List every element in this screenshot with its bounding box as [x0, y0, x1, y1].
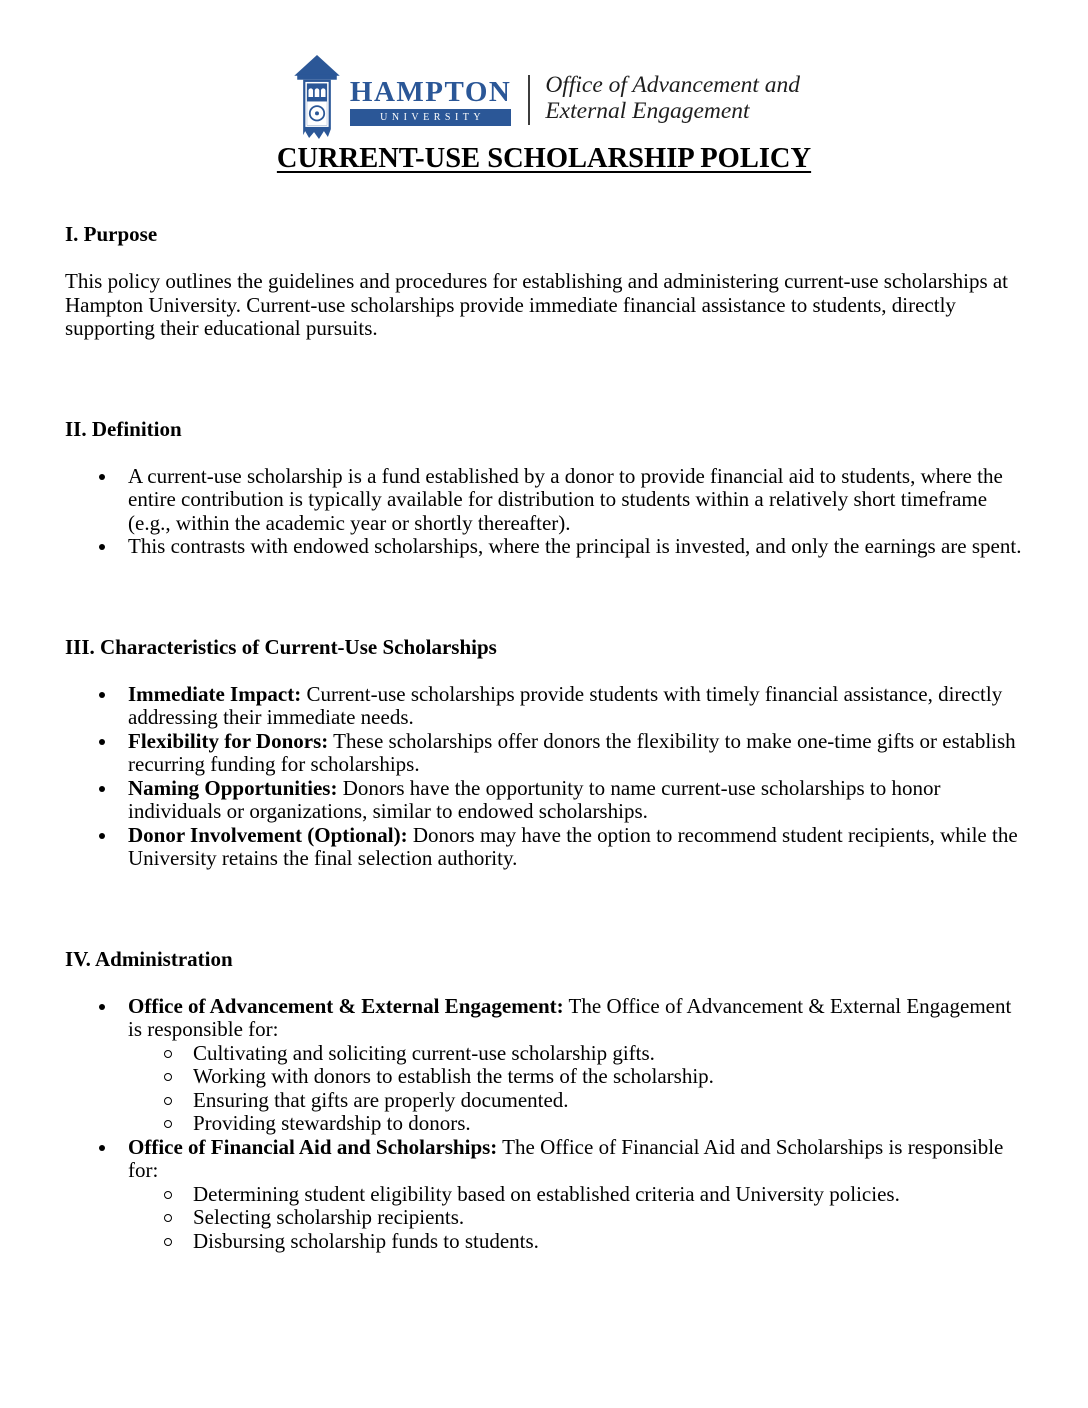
hampton-wordmark [350, 55, 511, 126]
circle-bullet-icon [164, 1214, 172, 1222]
list-item [65, 465, 1023, 536]
sub-list [128, 1042, 1023, 1136]
list-item-lead: Office of Advancement & External Engagement: [128, 993, 564, 1018]
clock-tower-icon [288, 55, 346, 142]
circle-bullet-icon [164, 1238, 172, 1246]
section-definition [65, 418, 1023, 559]
bullet-icon [99, 833, 105, 839]
bullet-icon [99, 739, 105, 745]
logo-divider [528, 75, 530, 125]
sub-list-item-text: Providing stewardship to donors. [193, 1111, 471, 1135]
list-item-lead: Flexibility for Donors: [128, 728, 329, 753]
header-logo [65, 55, 1023, 142]
sub-list-item-text: Working with donors to establish the terms of the scholarship. [193, 1064, 714, 1088]
sub-list-item [128, 1183, 1023, 1207]
circle-bullet-icon [164, 1073, 172, 1081]
section-characteristics [65, 636, 1023, 871]
university-banner: UNIVERSITY [350, 109, 511, 126]
list-item [65, 730, 1023, 777]
bullet-icon [99, 474, 105, 480]
office-name-line1: Office of Advancement and [545, 72, 801, 98]
characteristics-heading: III. Characteristics of Current-Use Scholarships [65, 634, 497, 659]
sub-list-item [128, 1206, 1023, 1230]
office-name-line2: External Engagement [545, 97, 750, 124]
bullet-icon [99, 692, 105, 698]
list-item [65, 824, 1023, 871]
sub-list-item [128, 1042, 1023, 1066]
sub-list-item-text: Determining student eligibility based on established criteria and University policies. [193, 1181, 900, 1206]
list-item [65, 1136, 1023, 1254]
list-item-text: These scholarships offer donors the flexibility to make one-time gifts or establish recurring funding for scholarships. [128, 728, 1016, 776]
definition-list [65, 465, 1023, 559]
definition-heading: II. Definition [65, 416, 182, 441]
circle-bullet-icon [164, 1191, 172, 1199]
circle-bullet-icon [164, 1120, 172, 1128]
section-purpose [65, 223, 1023, 341]
list-item-text: This contrasts with endowed scholarships, where the principal is invested, and only the earnings are spent. [128, 534, 1022, 558]
brand-name: HAMPTON [349, 76, 512, 108]
list-item-lead: Office of Financial Aid and Scholarships: [128, 1134, 498, 1159]
list-item-text: The Office of Advancement & External Engagement is responsible for: [128, 993, 1012, 1041]
bullet-icon [99, 1004, 105, 1010]
list-item [65, 995, 1023, 1136]
office-name [545, 55, 800, 124]
sub-list [128, 1183, 1023, 1254]
list-item [65, 777, 1023, 824]
sub-list-item-text: Cultivating and soliciting current-use scholarship gifts. [193, 1040, 655, 1065]
sub-list-item-text: Ensuring that gifts are properly documented. [193, 1087, 569, 1112]
list-item [65, 535, 1023, 559]
sub-list-item [128, 1230, 1023, 1254]
circle-bullet-icon [164, 1050, 172, 1058]
sub-list-item [128, 1089, 1023, 1113]
bullet-icon [99, 1145, 105, 1151]
list-item-text: Current-use scholarships provide students with timely financial assistance, directly addressing their immediate needs. [128, 681, 1003, 729]
document-title: CURRENT-USE SCHOLARSHIP POLICY [276, 143, 812, 174]
sub-list-item [128, 1112, 1023, 1136]
bullet-icon [99, 786, 105, 792]
list-item-lead: Naming Opportunities: [128, 775, 338, 800]
list-item-text: Donors may have the option to recommend student recipients, while the University retains the final selection authority. [128, 822, 1018, 870]
sub-list-item [128, 1065, 1023, 1089]
section-administration [65, 948, 1023, 1254]
sub-list-item-text: Disbursing scholarship funds to students. [193, 1228, 539, 1253]
bullet-icon [99, 544, 105, 550]
list-item-lead: Donor Involvement (Optional): [128, 822, 408, 847]
list-item-lead: Immediate Impact: [128, 681, 302, 706]
list-item-text: Donors have the opportunity to name current-use scholarships to honor individuals or organizations, similar to endowed scholarships. [128, 775, 941, 823]
sub-list-item-text: Selecting scholarship recipients. [193, 1205, 465, 1229]
list-item-text: A current-use scholarship is a fund established by a donor to provide financial aid to students, where the entire contribution is typically available for distribution to students within a relatively short timeframe (e.g., within the academic year or shortly thereafter). [128, 463, 1003, 535]
purpose-heading: I. Purpose [65, 222, 158, 246]
administration-heading: IV. Administration [65, 946, 233, 971]
administration-list [65, 995, 1023, 1254]
purpose-paragraph: This policy outlines the guidelines and procedures for establishing and administering current-use scholarships at Hampton University. Current-use scholarships provide immediate financial assistance to students, directly supporting their educational pursuits. [65, 269, 1009, 340]
list-item [65, 683, 1023, 730]
list-item-text: The Office of Financial Aid and Scholarships is responsible for: [128, 1134, 1004, 1182]
circle-bullet-icon [164, 1097, 172, 1105]
characteristics-list [65, 683, 1023, 871]
